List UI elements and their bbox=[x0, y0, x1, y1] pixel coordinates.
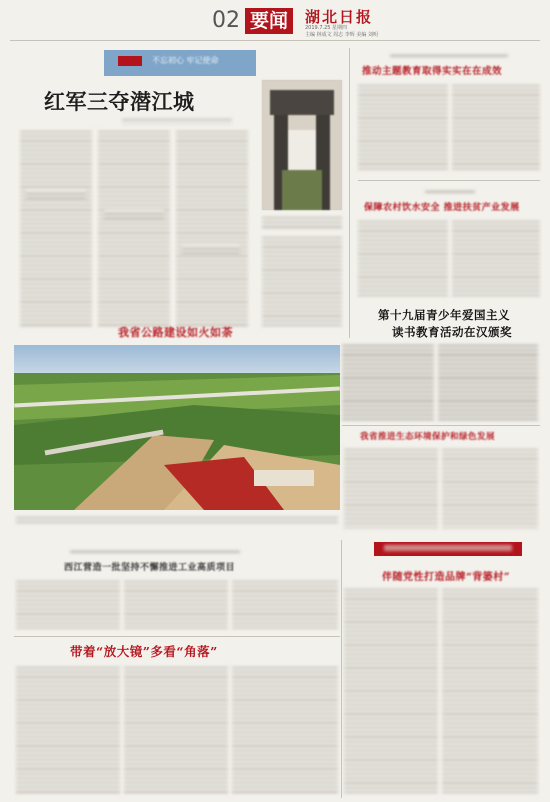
body-col-3 bbox=[176, 128, 248, 328]
banner-text: 不忘初心 牢记使命 bbox=[152, 56, 219, 65]
editors-line: 主编 林成文 周志 李辉 美编 刘明 bbox=[305, 32, 378, 38]
right-title-1: 推动主题教育取得实实在在成效 bbox=[362, 66, 503, 77]
bottom-left-title: 西江营造一批坚持不懈推进工业高质项目 bbox=[64, 563, 236, 573]
column-divider-2 bbox=[341, 540, 342, 798]
column-divider bbox=[349, 48, 350, 338]
banner-flag bbox=[118, 56, 142, 66]
story-banner bbox=[104, 50, 256, 76]
bottom-banner-title: 带着“放大镜”多看“角落” bbox=[70, 644, 218, 659]
feature-title-line1: 第十九届青少年爱国主义 bbox=[378, 308, 510, 322]
bottom-kicker bbox=[70, 548, 240, 554]
bottom-body-c bbox=[232, 578, 338, 630]
bottom-body-a bbox=[16, 578, 120, 630]
date-line: 2019.7.25 星期四 bbox=[305, 25, 348, 31]
bottom-body-b bbox=[124, 578, 228, 630]
bottom2-body-c bbox=[232, 664, 338, 796]
bottom-rule bbox=[14, 636, 340, 637]
photo-caption bbox=[262, 214, 342, 228]
body-col-2 bbox=[98, 128, 170, 328]
story-title: 红军三夺潜江城 bbox=[44, 89, 195, 114]
bottom2-body-b bbox=[124, 664, 228, 796]
kicker bbox=[390, 52, 508, 58]
gate-photo bbox=[262, 80, 342, 210]
right-body-2a bbox=[358, 218, 448, 296]
right-mid-title: 我省推进生态环境保护和绿色发展 bbox=[360, 432, 496, 442]
right-rule-1 bbox=[358, 180, 540, 181]
bottom2-body-a bbox=[16, 664, 120, 796]
masthead-rule bbox=[10, 40, 540, 41]
right-body-1b bbox=[452, 82, 540, 172]
subhead-2 bbox=[104, 210, 164, 220]
feature-title-line2: 读书教育活动在汉颁奖 bbox=[392, 325, 512, 339]
right-lower-banner bbox=[374, 542, 522, 556]
right-title-2: 保障农村饮水安全 推进扶贫产业发展 bbox=[364, 203, 520, 213]
photo-caption-2 bbox=[16, 514, 338, 526]
byline bbox=[122, 116, 232, 124]
feature-body-b bbox=[438, 342, 538, 420]
photo-section-title: 我省公路建设如火如荼 bbox=[118, 326, 233, 339]
kicker-2 bbox=[425, 188, 475, 194]
right-body-1a bbox=[358, 82, 448, 172]
body-col-1 bbox=[20, 128, 92, 328]
subhead-3 bbox=[182, 245, 240, 255]
banner-text-lines bbox=[384, 545, 512, 551]
paper-logo: 湖北日报 bbox=[305, 8, 374, 26]
subhead-1 bbox=[26, 190, 86, 200]
section-badge: 要闻 bbox=[245, 8, 293, 34]
right-lower-title: 伴随党性打造品牌“背篓村” bbox=[382, 572, 511, 583]
page-number: 02 bbox=[212, 8, 240, 33]
right-mid-body-b bbox=[442, 446, 538, 528]
right-rule-2 bbox=[342, 425, 540, 426]
right-lower-body-b bbox=[442, 586, 538, 796]
right-lower-body-a bbox=[344, 586, 438, 796]
masthead bbox=[0, 0, 550, 42]
body-col-4 bbox=[262, 234, 342, 328]
right-mid-body-a bbox=[344, 446, 438, 528]
feature-body-a bbox=[342, 342, 434, 420]
highway-photo bbox=[14, 345, 340, 510]
right-body-2b bbox=[452, 218, 540, 296]
